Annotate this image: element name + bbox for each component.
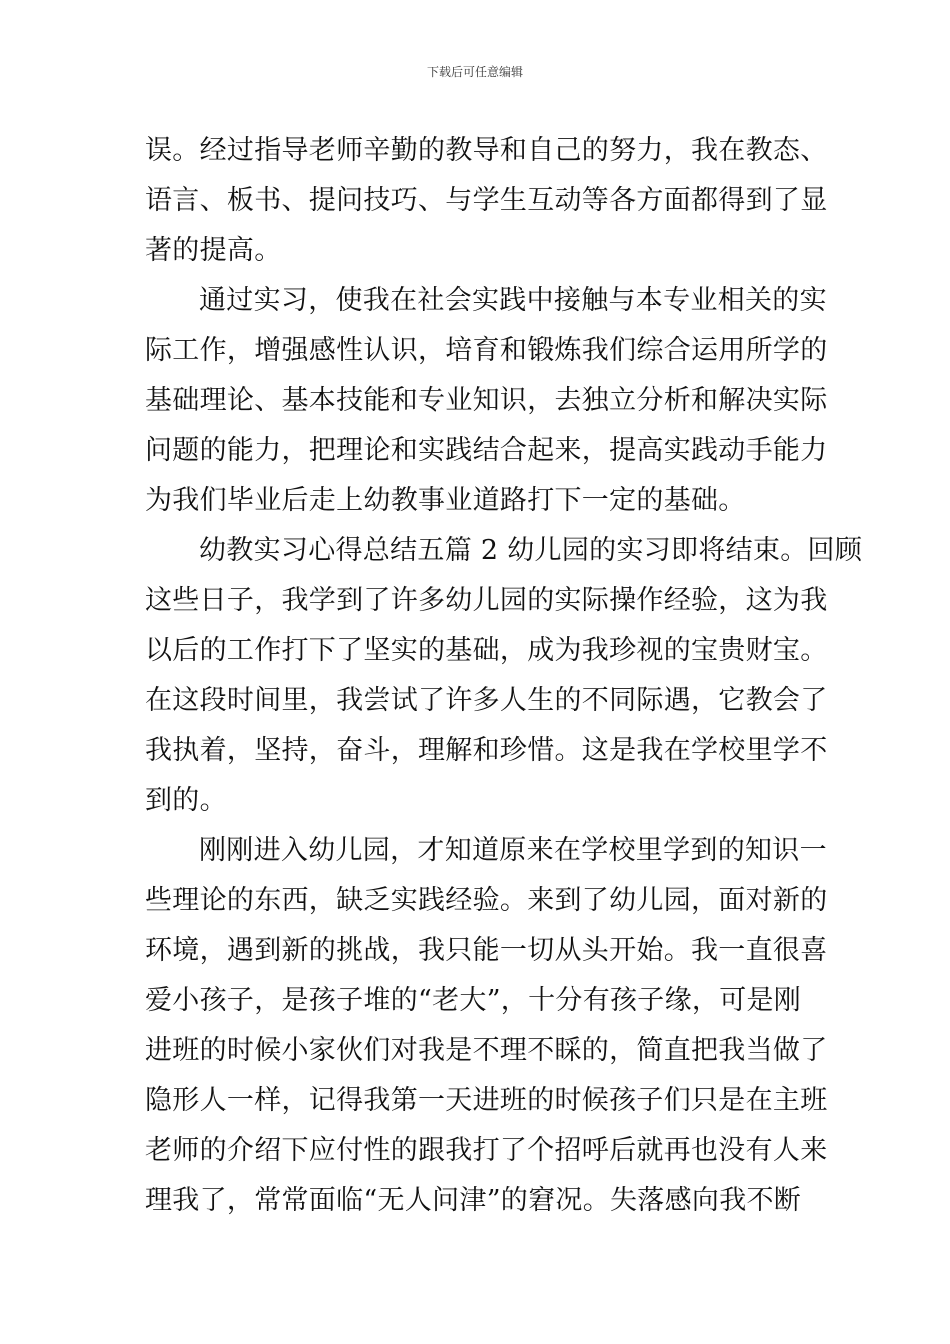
document-body xyxy=(145,126,863,1226)
text-line: 老师的介绍下应付性的跟我打了个招呼后就再也没有人来 xyxy=(145,1135,828,1166)
text-line: 些理论的东西，缺乏实践经验。来到了幼儿园，面对新的 xyxy=(145,885,828,916)
text-line: 我执着，坚持，奋斗，理解和珍惜。这是我在学校里学不 xyxy=(145,735,828,766)
text-line: 著的提高。 xyxy=(145,235,282,266)
text-line: 以后的工作打下了坚实的基础，成为我珍视的宝贵财宝。 xyxy=(145,635,828,666)
paragraph-start-line: 刚刚进入幼儿园，才知道原来在学校里学到的知识一 xyxy=(199,835,827,866)
text-line: 环境，遇到新的挑战，我只能一切从头开始。我一直很喜 xyxy=(145,935,828,966)
text-line: 隐形人一样，记得我第一天进班的时候孩子们只是在主班 xyxy=(145,1085,828,1116)
text-line: 到的。 xyxy=(145,785,227,816)
text-line: 基础理论、基本技能和专业知识，去独立分析和解决实际 xyxy=(145,385,828,416)
text-line: 误。经过指导老师辛勤的教导和自己的努力，我在教态、 xyxy=(145,135,828,166)
text-line: 在这段时间里，我尝试了许多人生的不同际遇，它教会了 xyxy=(145,685,828,716)
text-line: 际工作，增强感性认识，培育和锻炼我们综合运用所学的 xyxy=(145,335,828,366)
text-line: 问题的能力，把理论和实践结合起来，提高实践动手能力 xyxy=(145,435,828,466)
text-line: 为我们毕业后走上幼教事业道路打下一定的基础。 xyxy=(145,485,746,516)
text-line: 这些日子，我学到了许多幼儿园的实际操作经验，这为我 xyxy=(145,585,828,616)
text-line: 进班的时候小家伙们对我是不理不睬的，简直把我当做了 xyxy=(145,1035,828,1066)
page-header: 下载后可任意编辑 xyxy=(426,65,523,79)
paragraph-start-line: 幼教实习心得总结五篇 2 幼儿园的实习即将结束。回顾 xyxy=(199,535,863,566)
text-line: 语言、板书、提问技巧、与学生互动等各方面都得到了显 xyxy=(145,185,828,216)
text-line: 理我了，常常面临“无人问津”的窘况。失落感向我不断 xyxy=(145,1185,802,1216)
text-line: 爱小孩子，是孩子堆的“老大”，十分有孩子缘，可是刚 xyxy=(145,985,802,1016)
paragraph-start-line: 通过实习，使我在社会实践中接触与本专业相关的实 xyxy=(199,285,827,316)
